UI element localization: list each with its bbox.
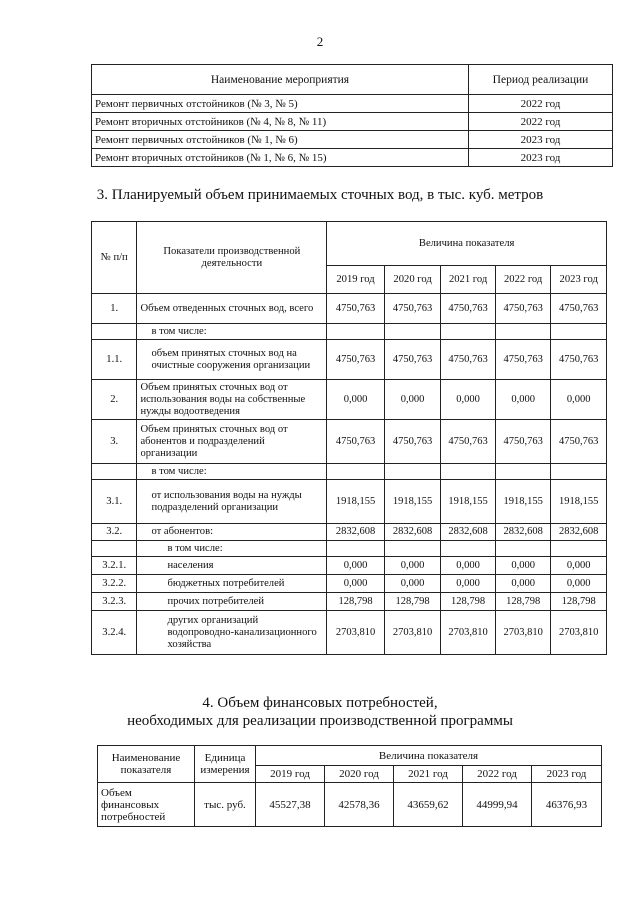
value-cell: 4750,763 (327, 420, 385, 464)
event-name-header: Наименование мероприятия (92, 65, 469, 95)
wastewater-volume-table (91, 221, 607, 655)
events-table (91, 64, 613, 167)
value-cell: 0,000 (495, 557, 551, 575)
row-number: 3.2.2. (92, 575, 137, 593)
row-number: 3.1. (92, 480, 137, 524)
value-cell: 1918,155 (441, 480, 496, 524)
value-cell: 4750,763 (551, 294, 607, 324)
row-number: 2. (92, 380, 137, 420)
year-header: 2022 год (463, 766, 532, 783)
value-cell: 4750,763 (495, 340, 551, 380)
value-cell (384, 541, 441, 557)
unit: тыс. руб. (195, 783, 256, 827)
value-cell: 0,000 (441, 380, 496, 420)
indicators-header: Показатели производственной деятельности (137, 222, 327, 294)
indicator-label: в том числе: (137, 541, 327, 557)
value-header: Величина показателя (327, 222, 607, 266)
value-cell (327, 541, 385, 557)
value-cell: 128,798 (551, 593, 607, 611)
value-cell: 2703,810 (441, 611, 496, 655)
table-row (92, 480, 607, 524)
event-name: Ремонт вторичных отстойников (№ 4, № 8, № 11) (92, 113, 469, 131)
value-cell: 4750,763 (551, 340, 607, 380)
value-cell (327, 464, 385, 480)
value-cell: 4750,763 (384, 340, 441, 380)
indicator-label: других организаций водопроводно-канализационного хозяйства (137, 611, 327, 655)
table-row (92, 95, 613, 113)
indicator-label: в том числе: (137, 464, 327, 480)
value-cell: 0,000 (495, 575, 551, 593)
table-row (92, 420, 607, 464)
value-cell: 128,798 (327, 593, 385, 611)
page-number: 2 (316, 34, 324, 49)
value-cell: 2832,608 (551, 524, 607, 541)
value-cell: 0,000 (327, 575, 385, 593)
year-header: 2020 год (384, 266, 441, 294)
value-cell: 0,000 (327, 557, 385, 575)
table-row (92, 149, 613, 167)
value-cell: 2703,810 (551, 611, 607, 655)
event-period: 2022 год (469, 95, 613, 113)
event-period: 2022 год (469, 113, 613, 131)
value-cell (495, 464, 551, 480)
value-cell: 4750,763 (327, 294, 385, 324)
indicator-label: Объем принятых сточных вод от абонентов и подразделений организации (137, 420, 327, 464)
value-cell (441, 324, 496, 340)
table-row (92, 464, 607, 480)
value-cell: 0,000 (551, 380, 607, 420)
table-row (92, 593, 607, 611)
year-header: 2023 год (532, 766, 602, 783)
value-cell: 4750,763 (441, 294, 496, 324)
row-number: 3.2.3. (92, 593, 137, 611)
value-cell: 4750,763 (495, 420, 551, 464)
value-cell: 2703,810 (495, 611, 551, 655)
value-cell: 1918,155 (551, 480, 607, 524)
value-cell (441, 541, 496, 557)
value-cell: 4750,763 (384, 294, 441, 324)
value-cell: 43659,62 (394, 783, 463, 827)
row-number (92, 541, 137, 557)
value-header: Величина показателя (256, 746, 602, 766)
value-cell: 128,798 (441, 593, 496, 611)
value-cell: 128,798 (384, 593, 441, 611)
year-header: 2020 год (325, 766, 394, 783)
table-row (92, 294, 607, 324)
year-header: 2019 год (256, 766, 325, 783)
event-period: 2023 год (469, 149, 613, 167)
section-3-title: 3. Планируемый объем принимаемых сточных вод, в тыс. куб. метров (96, 187, 544, 203)
value-cell: 2703,810 (384, 611, 441, 655)
value-cell: 0,000 (384, 557, 441, 575)
value-cell: 1918,155 (327, 480, 385, 524)
year-header: 2022 год (495, 266, 551, 294)
row-number: 1. (92, 294, 137, 324)
table-row (92, 131, 613, 149)
row-number: 1.1. (92, 340, 137, 380)
indicator-label: в том числе: (137, 324, 327, 340)
table-row (98, 783, 602, 827)
indicator-label: объем принятых сточных вод на очистные сооружения организации (137, 340, 327, 380)
section-4-title-line-1: 4. Объем финансовых потребностей, (202, 695, 438, 711)
year-header: 2019 год (327, 266, 385, 294)
value-cell (551, 324, 607, 340)
value-cell: 0,000 (327, 380, 385, 420)
unit-header: Единица измерения (195, 746, 256, 783)
value-cell: 4750,763 (441, 340, 496, 380)
indicator-label: Объем принятых сточных вод от использования воды на собственные нужды водоотведения (137, 380, 327, 420)
value-cell: 45527,38 (256, 783, 325, 827)
row-number: 3.2.1. (92, 557, 137, 575)
value-cell: 46376,93 (532, 783, 602, 827)
indicator-name: Объем финансовых потребностей (98, 783, 195, 827)
table-header-row (92, 222, 607, 266)
value-cell: 4750,763 (384, 420, 441, 464)
year-header: 2023 год (551, 266, 607, 294)
table-row (92, 524, 607, 541)
table-row (92, 541, 607, 557)
indicator-name-header: Наименование показателя (98, 746, 195, 783)
value-cell: 2832,608 (384, 524, 441, 541)
value-cell: 2832,608 (495, 524, 551, 541)
row-number: 3. (92, 420, 137, 464)
value-cell: 0,000 (384, 575, 441, 593)
event-name: Ремонт первичных отстойников (№ 1, № 6) (92, 131, 469, 149)
value-cell: 2703,810 (327, 611, 385, 655)
row-number: 3.2. (92, 524, 137, 541)
table-row (92, 380, 607, 420)
row-number: 3.2.4. (92, 611, 137, 655)
value-cell (551, 541, 607, 557)
value-cell: 0,000 (551, 557, 607, 575)
value-cell (327, 324, 385, 340)
row-number (92, 324, 137, 340)
row-number (92, 464, 137, 480)
table-row (92, 557, 607, 575)
value-cell (551, 464, 607, 480)
value-cell: 0,000 (441, 557, 496, 575)
value-cell (441, 464, 496, 480)
table-header-row (92, 65, 613, 95)
value-cell: 0,000 (384, 380, 441, 420)
value-cell: 128,798 (495, 593, 551, 611)
row-number-header: № п/п (92, 222, 137, 294)
indicator-label: от абонентов: (137, 524, 327, 541)
value-cell (384, 464, 441, 480)
indicator-label: населения (137, 557, 327, 575)
value-cell (495, 541, 551, 557)
section-4-title-line-2: необходимых для реализации производственной программы (127, 713, 513, 729)
event-period: 2023 год (469, 131, 613, 149)
value-cell: 2832,608 (327, 524, 385, 541)
value-cell (495, 324, 551, 340)
value-cell: 0,000 (441, 575, 496, 593)
value-cell: 4750,763 (495, 294, 551, 324)
table-row (92, 113, 613, 131)
table-row (92, 324, 607, 340)
table-row (92, 575, 607, 593)
value-cell: 2832,608 (441, 524, 496, 541)
value-cell: 44999,94 (463, 783, 532, 827)
table-row (92, 340, 607, 380)
value-cell: 1918,155 (384, 480, 441, 524)
value-cell: 1918,155 (495, 480, 551, 524)
table-header-row (98, 746, 602, 766)
section-4-title (0, 694, 640, 730)
value-cell: 4750,763 (441, 420, 496, 464)
event-name: Ремонт вторичных отстойников (№ 1, № 6, № 15) (92, 149, 469, 167)
value-cell (384, 324, 441, 340)
period-header: Период реализации (469, 65, 613, 95)
indicator-label: Объем отведенных сточных вод, всего (137, 294, 327, 324)
value-cell: 0,000 (495, 380, 551, 420)
value-cell: 4750,763 (327, 340, 385, 380)
indicator-label: бюджетных потребителей (137, 575, 327, 593)
year-header: 2021 год (394, 766, 463, 783)
value-cell: 4750,763 (551, 420, 607, 464)
table-row (92, 611, 607, 655)
value-cell: 42578,36 (325, 783, 394, 827)
indicator-label: от использования воды на нужды подразделений организации (137, 480, 327, 524)
event-name: Ремонт первичных отстойников (№ 3, № 5) (92, 95, 469, 113)
value-cell: 0,000 (551, 575, 607, 593)
financial-needs-table (97, 745, 602, 827)
year-header: 2021 год (441, 266, 496, 294)
indicator-label: прочих потребителей (137, 593, 327, 611)
